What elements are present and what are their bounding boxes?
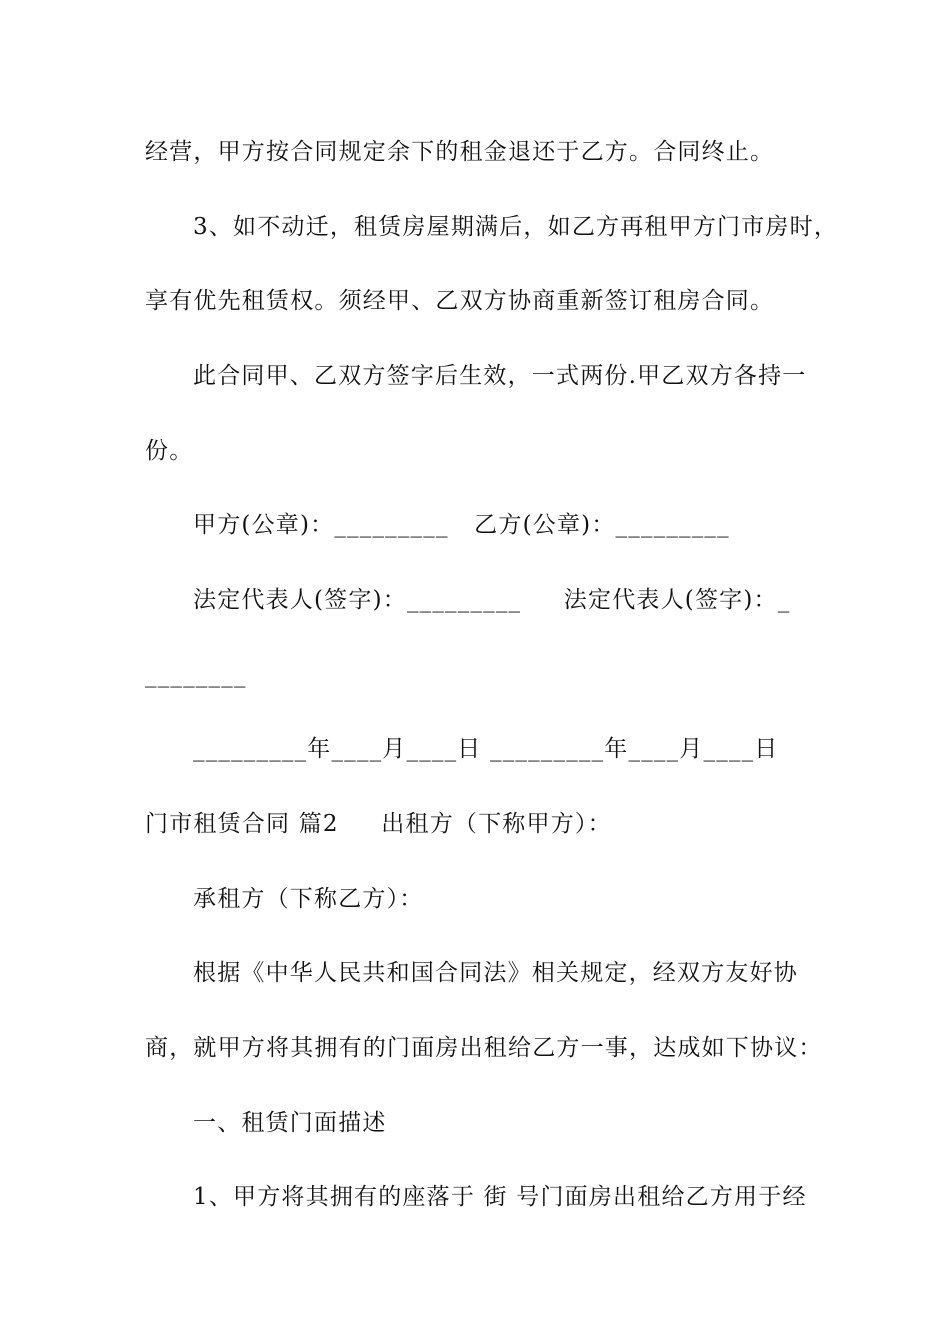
signature-line-seals: 甲方(公章)：_________ 乙方(公章)：_________ — [193, 512, 730, 538]
clause-heading: 一、租赁门面描述 — [193, 1110, 387, 1136]
clause-1-text: 1、甲方将其拥有的座落于 街 号门面房出租给乙方用于经 — [193, 1184, 807, 1210]
text-line-basis: 根据《中华人民共和国合同法》相关规定，经双方友好协 — [193, 960, 798, 986]
text-line-4: 此合同甲、乙双方签字后生效，一式两份.甲乙双方各持一 — [193, 363, 807, 389]
text-line-agreement: 商，就甲方将其拥有的门面房出租给乙方一事，达成如下协议： — [145, 1035, 823, 1061]
text-line-2: 3、如不动迁，租赁房屋期满后，如乙方再租甲方门市房时， — [193, 214, 839, 240]
text-line-5: 份。 — [145, 438, 194, 464]
signature-line-continuation: ________ — [145, 662, 247, 688]
text-line-lessee: 承租方（下称乙方）： — [193, 886, 424, 912]
date-line: _________年____月____日 _________年____月____日 — [193, 736, 779, 762]
text-line-3: 享有优先租赁权。须经甲、乙双方协商重新签订租房合同。 — [145, 288, 775, 314]
signature-line-representatives: 法定代表人(签字)：_________ 法定代表人(签字)：_ — [193, 587, 791, 613]
section-heading-line: 门市租赁合同 篇2 出租方（下称甲方）： — [145, 811, 612, 837]
text-line-1: 经营，甲方按合同规定余下的租金退还于乙方。合同终止。 — [145, 139, 775, 165]
